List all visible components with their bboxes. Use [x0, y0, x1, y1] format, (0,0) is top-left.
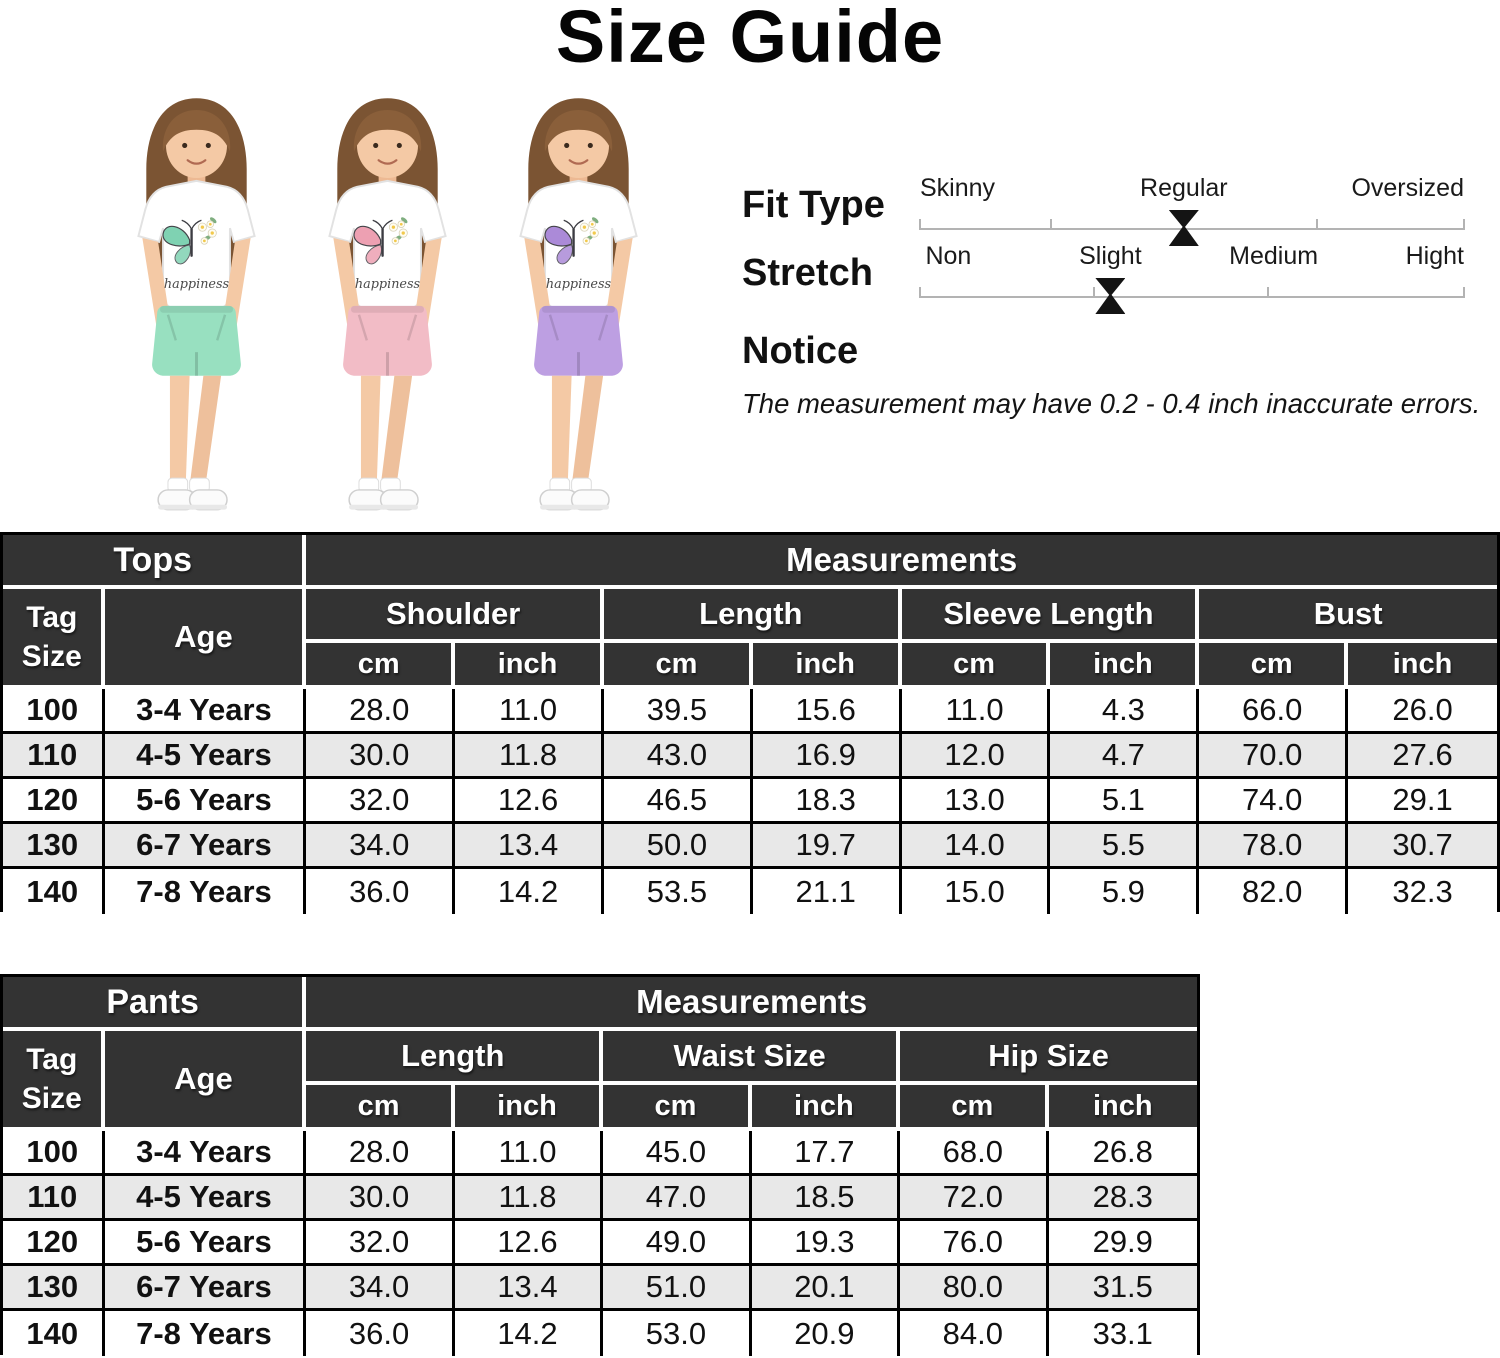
measurement-value: 31.5 [1049, 1266, 1197, 1311]
measurement-value: 50.0 [604, 824, 753, 869]
measurement-value: 66.0 [1199, 689, 1348, 734]
option-slight: Slight [1079, 242, 1142, 270]
age-value: 5-6 Years [105, 1221, 307, 1266]
pants_table-row-100 [3, 1131, 1197, 1176]
measurement-value: 39.5 [604, 689, 753, 734]
unit-header-cm: cm [603, 1085, 751, 1131]
tops_table-header-row-2 [3, 589, 1497, 643]
happiness-caption: happiness [163, 277, 230, 293]
model-photos [103, 70, 673, 528]
measurement-value: 20.9 [752, 1311, 900, 1356]
tops-size-table [0, 532, 1500, 912]
unit-header-cm: cm [902, 643, 1051, 689]
measurement-value: 18.5 [752, 1176, 900, 1221]
age-header: Age [105, 589, 307, 689]
tag-size-value: 120 [3, 779, 105, 824]
pants_table-row-130 [3, 1266, 1197, 1311]
slider-tick [919, 219, 921, 230]
measurement-value: 14.2 [455, 1311, 603, 1356]
measurement-value: 15.0 [902, 869, 1051, 914]
measurement-value: 11.0 [455, 1131, 603, 1176]
fit-type-slider [920, 172, 1464, 244]
notice-heading: Notice [742, 330, 859, 372]
measurement-value: 76.0 [900, 1221, 1048, 1266]
measurement-value: 21.1 [753, 869, 902, 914]
tops_table-row-100 [3, 689, 1497, 734]
measurement-value: 30.7 [1348, 824, 1497, 869]
pants_table-row-110 [3, 1176, 1197, 1221]
measurement-value: 82.0 [1199, 869, 1348, 914]
unit-header-inch: inch [1348, 643, 1497, 689]
option-medium: Medium [1229, 242, 1319, 270]
unit-header-inch: inch [455, 643, 604, 689]
group-header-sleeve-length: Sleeve Length [902, 589, 1200, 643]
measurement-value: 18.3 [753, 779, 902, 824]
measurement-value: 47.0 [603, 1176, 751, 1221]
tag-size-value: 100 [3, 689, 105, 734]
tops_table-row-140 [3, 869, 1497, 914]
measurement-value: 78.0 [1199, 824, 1348, 869]
measurement-value: 29.9 [1049, 1221, 1197, 1266]
category-cell: Tops [3, 535, 306, 589]
measurement-value: 13.4 [455, 824, 604, 869]
measurement-value: 15.6 [753, 689, 902, 734]
measurement-value: 11.8 [455, 1176, 603, 1221]
measurement-value: 5.5 [1050, 824, 1199, 869]
slider-tick [1463, 219, 1465, 230]
measurement-value: 49.0 [603, 1221, 751, 1266]
slider-tick [1050, 219, 1052, 230]
page-title: Size Guide [555, 0, 945, 78]
option-skinny: Skinny [920, 174, 996, 202]
age-value: 6-7 Years [105, 1266, 307, 1311]
measurement-value: 20.1 [752, 1266, 900, 1311]
stretch-label: Stretch [742, 252, 873, 294]
model-photo-pink [294, 70, 481, 528]
measurement-value: 26.0 [1348, 689, 1497, 734]
slider-tick [1463, 287, 1465, 298]
measurement-value: 11.0 [902, 689, 1051, 734]
unit-header-cm: cm [306, 1085, 454, 1131]
fit-type-row [742, 172, 1464, 244]
pants_table-row-120 [3, 1221, 1197, 1266]
unit-header-cm: cm [306, 643, 455, 689]
measurement-value: 43.0 [604, 734, 753, 779]
measurement-value: 80.0 [900, 1266, 1048, 1311]
pants_table-table [3, 977, 1197, 1356]
tag-size-value: 100 [3, 1131, 105, 1176]
measurement-value: 32.0 [306, 779, 455, 824]
measurement-value: 46.5 [604, 779, 753, 824]
pants_table-row-140 [3, 1311, 1197, 1356]
tops_table-row-110 [3, 734, 1497, 779]
group-header-bust: Bust [1199, 589, 1497, 643]
group-header-shoulder: Shoulder [306, 589, 604, 643]
pants_table-header-row-2 [3, 1031, 1197, 1085]
measurement-value: 70.0 [1199, 734, 1348, 779]
measurement-value: 34.0 [306, 1266, 454, 1311]
measurement-value: 16.9 [753, 734, 902, 779]
unit-header-inch: inch [1049, 1085, 1197, 1131]
measurements-cell: Measurements [306, 535, 1497, 589]
model-photo-purple [485, 70, 672, 528]
notice-text: The measurement may have 0.2 - 0.4 inch inaccurate errors. [742, 388, 1481, 419]
option-hight: Hight [1405, 242, 1464, 270]
measurement-value: 29.1 [1348, 779, 1497, 824]
tag-size-value: 120 [3, 1221, 105, 1266]
measurement-value: 5.1 [1050, 779, 1199, 824]
measurement-value: 13.4 [455, 1266, 603, 1311]
tag-size-header: Tag Size [3, 589, 105, 689]
slider-tick [1093, 287, 1095, 298]
measurement-value: 45.0 [603, 1131, 751, 1176]
measurement-value: 12.6 [455, 779, 604, 824]
tag-size-value: 130 [3, 1266, 105, 1311]
measurement-value: 19.3 [752, 1221, 900, 1266]
age-value: 7-8 Years [105, 869, 307, 914]
stretch-slider [920, 240, 1464, 312]
group-header-waist-size: Waist Size [603, 1031, 900, 1085]
measurement-value: 13.0 [902, 779, 1051, 824]
tops_table-row-130 [3, 824, 1497, 869]
measurement-value: 34.0 [306, 824, 455, 869]
measurement-value: 36.0 [306, 1311, 454, 1356]
tops_table-header-row-1 [3, 535, 1497, 589]
unit-header-inch: inch [753, 643, 902, 689]
age-value: 7-8 Years [105, 1311, 307, 1356]
category-cell: Pants [3, 977, 306, 1031]
tag-size-value: 110 [3, 1176, 105, 1221]
unit-header-cm: cm [1199, 643, 1348, 689]
fit-type-label: Fit Type [742, 184, 885, 226]
group-header-hip-size: Hip Size [900, 1031, 1197, 1085]
tag-size-value: 140 [3, 869, 105, 914]
happiness-caption: happiness [545, 277, 612, 293]
unit-header-inch: inch [752, 1085, 900, 1131]
age-value: 3-4 Years [105, 689, 307, 734]
measurement-value: 28.0 [306, 689, 455, 734]
age-value: 4-5 Years [105, 734, 307, 779]
pants_table-header-row-1 [3, 977, 1197, 1031]
tag-size-header: Tag Size [3, 1031, 105, 1131]
tops_table-table [3, 535, 1497, 914]
measurement-value: 27.6 [1348, 734, 1497, 779]
unit-header-cm: cm [900, 1085, 1048, 1131]
measurements-cell: Measurements [306, 977, 1197, 1031]
slider-tick [1316, 219, 1318, 230]
age-value: 3-4 Years [105, 1131, 307, 1176]
slider-track [920, 228, 1464, 230]
measurement-value: 30.0 [306, 1176, 454, 1221]
tops_table-row-120 [3, 779, 1497, 824]
measurement-value: 4.7 [1050, 734, 1199, 779]
measurement-value: 51.0 [603, 1266, 751, 1311]
measurement-value: 33.1 [1049, 1311, 1197, 1356]
unit-header-inch: inch [1050, 643, 1199, 689]
measurement-value: 19.7 [753, 824, 902, 869]
age-value: 4-5 Years [105, 1176, 307, 1221]
measurement-value: 36.0 [306, 869, 455, 914]
measurement-value: 68.0 [900, 1131, 1048, 1176]
age-value: 5-6 Years [105, 779, 307, 824]
measurement-value: 26.8 [1049, 1131, 1197, 1176]
pants-size-table [0, 974, 1200, 1355]
measurement-value: 4.3 [1050, 689, 1199, 734]
tag-size-value: 140 [3, 1311, 105, 1356]
age-header: Age [105, 1031, 307, 1131]
measurement-value: 53.5 [604, 869, 753, 914]
measurement-value: 12.6 [455, 1221, 603, 1266]
model-photo-mint [103, 70, 290, 528]
measurement-value: 5.9 [1050, 869, 1199, 914]
tag-size-value: 110 [3, 734, 105, 779]
slider-tick [1267, 287, 1269, 298]
unit-header-inch: inch [455, 1085, 603, 1131]
group-header-length: Length [604, 589, 902, 643]
measurement-value: 72.0 [900, 1176, 1048, 1221]
happiness-caption: happiness [354, 277, 421, 293]
measurement-value: 17.7 [752, 1131, 900, 1176]
unit-header-cm: cm [604, 643, 753, 689]
measurement-value: 32.3 [1348, 869, 1497, 914]
measurement-value: 12.0 [902, 734, 1051, 779]
measurement-value: 28.3 [1049, 1176, 1197, 1221]
measurement-value: 11.0 [455, 689, 604, 734]
slider-track [920, 296, 1464, 298]
tag-size-value: 130 [3, 824, 105, 869]
measurement-value: 28.0 [306, 1131, 454, 1176]
option-regular: Regular [1140, 174, 1228, 202]
measurement-value: 84.0 [900, 1311, 1048, 1356]
stretch-row [742, 240, 1464, 312]
measurement-value: 30.0 [306, 734, 455, 779]
measurement-value: 32.0 [306, 1221, 454, 1266]
measurement-value: 14.0 [902, 824, 1051, 869]
age-value: 6-7 Years [105, 824, 307, 869]
slider-tick [919, 287, 921, 298]
option-oversized: Oversized [1351, 174, 1464, 202]
measurement-value: 53.0 [603, 1311, 751, 1356]
group-header-length: Length [306, 1031, 603, 1085]
option-non: Non [925, 242, 972, 270]
measurement-value: 14.2 [455, 869, 604, 914]
measurement-value: 74.0 [1199, 779, 1348, 824]
measurement-value: 11.8 [455, 734, 604, 779]
